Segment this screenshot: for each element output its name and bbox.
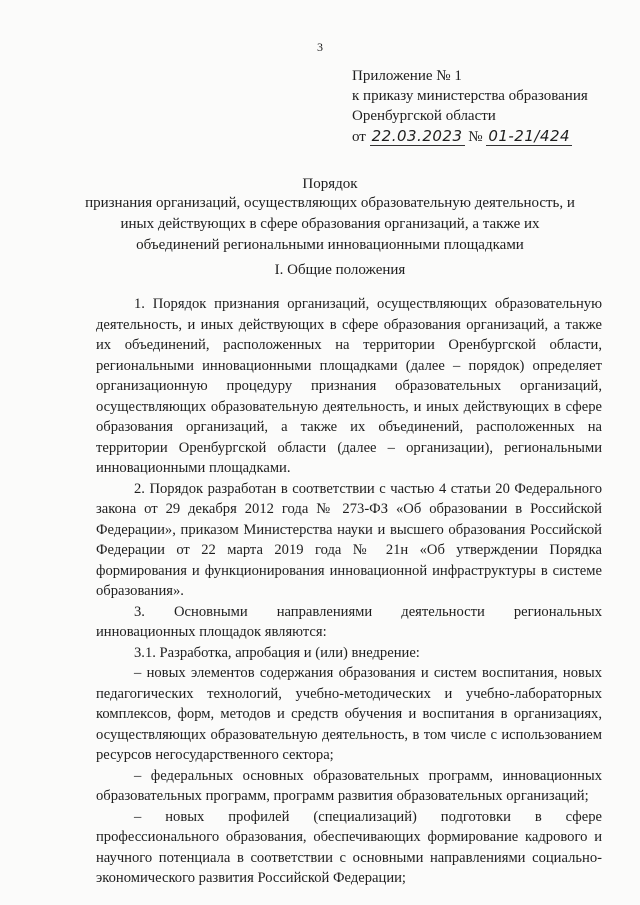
- paragraph-3: 3. Основными направлениями деятельности региональных инновационных площадок являются:: [96, 603, 602, 640]
- document-title: Порядок: [302, 176, 358, 192]
- paragraph-3-1: 3.1. Разработка, апробация и (или) внедрение:: [134, 644, 420, 661]
- handwritten-number: 01-21/424: [488, 127, 571, 145]
- appendix-line-2: к приказу министерства образования: [352, 88, 588, 104]
- appendix-line-3: Оренбургской области: [352, 108, 496, 124]
- paragraph-1: 1. Порядок признания организаций, осуществляющих образовательную деятельность, и иных действующих в сфере образования организаций, а также их объединений, расположенных на территории Оренбургской области, региональными инновационными площадками (далее – порядок) определяет организационную процедуру признания образовательных организаций, осуществляющих образовательную деятельность, и иных действующих в сфере образования организаций, а также их объединений, расположенных на территории Оренбургской области (далее – организации), региональными инновационными площадками.: [96, 296, 602, 476]
- list-item-1: – новых элементов содержания образования и систем воспитания, новых педагогических технологий, учебно-методических и учебно-лабораторных комплексов, форм, методов и средств обучения и воспитания в организациях, осуществляющих образовательную деятельность, в том числе с использованием ресурсов негосударственного сектора;: [96, 665, 602, 763]
- appendix-date-line: [352, 126, 588, 147]
- page-number: 3: [317, 40, 323, 54]
- document-body: [96, 294, 602, 889]
- date-prefix: от: [352, 129, 366, 145]
- section-heading: I. Общие положения: [274, 262, 406, 278]
- appendix-line-1: Приложение № 1: [352, 68, 462, 84]
- handwritten-date: 22.03.2023: [371, 127, 463, 145]
- paragraph-2: 2. Порядок разработан в соответствии с частью 4 статьи 20 Федерального закона от 29 декабря 2012 года № 273-ФЗ «Об образовании в Российской Федерации», приказом Министерства науки и высшего образования Российской Федерации от 22 марта 2019 года № 21н «Об утверждении Порядка формирования и функционирования инновационной инфраструктуры в системе образования».: [96, 480, 602, 599]
- list-item-2: – федеральных основных образовательных программ, инновационных образовательных программ, программ развития образовательных организаций;: [96, 767, 602, 804]
- number-prefix: №: [468, 129, 483, 145]
- appendix-block: [352, 66, 588, 147]
- list-item-3: – новых профилей (специализаций) подготовки в сфере профессионального образования, обеспечивающих формирование кадрового и научного потенциала в соответствии с основными направлениями социально-экономического развития Российской Федерации;: [96, 808, 602, 886]
- document-subtitle: признания организаций, осуществляющих образовательную деятельность, и иных действующих в сфере образования организаций, а также их объединений региональными инновационными площадками: [85, 195, 575, 253]
